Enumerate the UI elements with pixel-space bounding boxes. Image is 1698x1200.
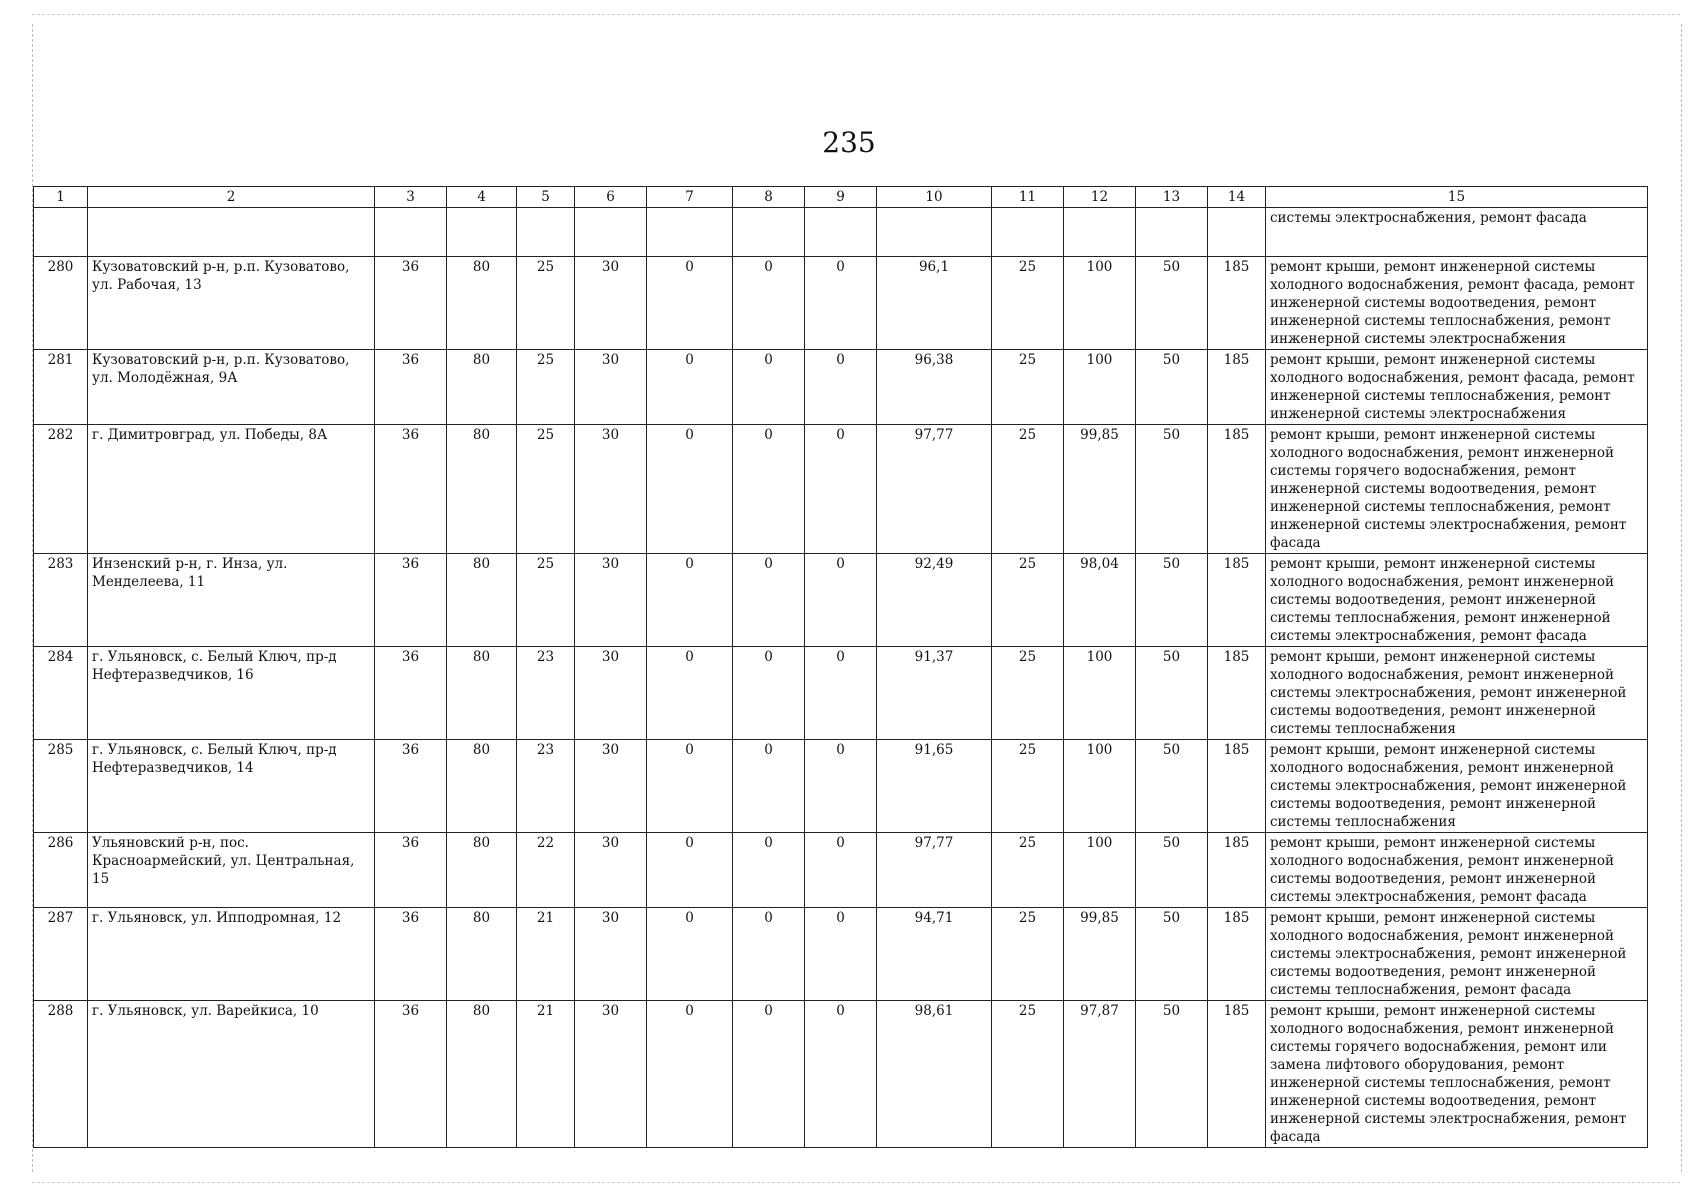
repair-works-cell: ремонт крыши, ремонт инженерной системы холодного водоснабжения, ремонт инженерной системы горячего водоснабжения, ремонт или замена лифтового оборудования, ремонт инженерной системы теплоснабжения, ремонт инженерной системы водоотведения, ремонт инженерной системы электроснабжения, ремонт фасада bbox=[1266, 1001, 1648, 1148]
value-cell-10: 94,71 bbox=[877, 908, 992, 1001]
repair-works-cell: ремонт крыши, ремонт инженерной системы холодного водоснабжения, ремонт фасада, ремонт инженерной системы водоотведения, ремонт инженерной системы теплоснабжения, ремонт инженерной системы электроснабжения bbox=[1266, 257, 1648, 350]
value-cell-10: 91,37 bbox=[877, 647, 992, 740]
column-number: 3 bbox=[375, 187, 447, 208]
column-number: 6 bbox=[575, 187, 647, 208]
repair-works-cell: ремонт крыши, ремонт инженерной системы холодного водоснабжения, ремонт инженерной системы водоотведения, ремонт инженерной системы теплоснабжения, ремонт инженерной системы электроснабжения, ремонт фасада bbox=[1266, 554, 1648, 647]
value-cell-6: 30 bbox=[575, 1001, 647, 1148]
value-cell-4: 80 bbox=[447, 425, 517, 554]
value-cell-5: 21 bbox=[517, 908, 575, 1001]
value-cell-12: 99,85 bbox=[1064, 425, 1136, 554]
value-cell-5: 25 bbox=[517, 554, 575, 647]
row-number: 282 bbox=[34, 425, 88, 554]
value-cell-6: 30 bbox=[575, 554, 647, 647]
value-cell-7: 0 bbox=[647, 350, 733, 425]
top-border bbox=[32, 14, 1680, 15]
value-cell-5: 25 bbox=[517, 257, 575, 350]
value-cell-7: 0 bbox=[647, 740, 733, 833]
value-cell-11: 25 bbox=[992, 647, 1064, 740]
table-body bbox=[34, 257, 1648, 1148]
row-number: 288 bbox=[34, 1001, 88, 1148]
value-cell-4: 80 bbox=[447, 908, 517, 1001]
value-cell-6: 30 bbox=[575, 257, 647, 350]
value-cell-13: 50 bbox=[1136, 740, 1208, 833]
value-cell-6: 30 bbox=[575, 647, 647, 740]
value-cell-8: 0 bbox=[733, 908, 805, 1001]
value-cell-11: 25 bbox=[992, 833, 1064, 908]
value-cell-12: 100 bbox=[1064, 833, 1136, 908]
value-cell-5: 23 bbox=[517, 740, 575, 833]
row-number: 284 bbox=[34, 647, 88, 740]
repair-works-cell: ремонт крыши, ремонт инженерной системы холодного водоснабжения, ремонт инженерной системы водоотведения, ремонт инженерной системы электроснабжения, ремонт фасада bbox=[1266, 833, 1648, 908]
repair-works-cell: системы электроснабжения, ремонт фасада bbox=[1266, 208, 1648, 257]
address-cell: г. Ульяновск, с. Белый Ключ, пр-д Нефтеразведчиков, 14 bbox=[88, 740, 375, 833]
value-cell-5: 22 bbox=[517, 833, 575, 908]
value-cell-9: 0 bbox=[805, 1001, 877, 1148]
value-cell-13: 50 bbox=[1136, 257, 1208, 350]
value-cell-9: 0 bbox=[805, 833, 877, 908]
address-cell: Ульяновский р-н, пос. Красноармейский, ул. Центральная, 15 bbox=[88, 833, 375, 908]
value-cell-6: 30 bbox=[575, 350, 647, 425]
bottom-border bbox=[32, 1182, 1680, 1183]
value-cell-11: 25 bbox=[992, 740, 1064, 833]
table-row bbox=[34, 908, 1648, 1001]
table-row bbox=[34, 554, 1648, 647]
value-cell-13: 50 bbox=[1136, 425, 1208, 554]
row-number: 283 bbox=[34, 554, 88, 647]
row-number: 281 bbox=[34, 350, 88, 425]
value-cell-12: 100 bbox=[1064, 740, 1136, 833]
value-cell-4: 80 bbox=[447, 350, 517, 425]
table-row bbox=[34, 1001, 1648, 1148]
value-cell-14: 185 bbox=[1208, 740, 1266, 833]
value-cell-3: 36 bbox=[375, 257, 447, 350]
address-cell: г. Ульяновск, ул. Ипподромная, 12 bbox=[88, 908, 375, 1001]
value-cell-4: 80 bbox=[447, 740, 517, 833]
repair-works-cell: ремонт крыши, ремонт инженерной системы холодного водоснабжения, ремонт инженерной системы горячего водоснабжения, ремонт инженерной системы водоотведения, ремонт инженерной системы теплоснабжения, ремонт инженерной системы электроснабжения, ремонт фасада bbox=[1266, 425, 1648, 554]
value-cell-6: 30 bbox=[575, 833, 647, 908]
repair-works-cell: ремонт крыши, ремонт инженерной системы холодного водоснабжения, ремонт инженерной системы электроснабжения, ремонт инженерной системы водоотведения, ремонт инженерной системы теплоснабжения bbox=[1266, 647, 1648, 740]
value-cell-8: 0 bbox=[733, 1001, 805, 1148]
value-cell-10: 97,77 bbox=[877, 425, 992, 554]
value-cell-5: 21 bbox=[517, 1001, 575, 1148]
value-cell-7: 0 bbox=[647, 647, 733, 740]
value-cell-9: 0 bbox=[805, 908, 877, 1001]
value-cell-8: 0 bbox=[733, 350, 805, 425]
row-number: 285 bbox=[34, 740, 88, 833]
value-cell-4: 80 bbox=[447, 257, 517, 350]
value-cell-3: 36 bbox=[375, 350, 447, 425]
value-cell-3: 36 bbox=[375, 833, 447, 908]
value-cell-7: 0 bbox=[647, 257, 733, 350]
repair-works-cell: ремонт крыши, ремонт инженерной системы холодного водоснабжения, ремонт инженерной системы электроснабжения, ремонт инженерной системы водоотведения, ремонт инженерной системы теплоснабжения, ремонт фасада bbox=[1266, 908, 1648, 1001]
value-cell-6: 30 bbox=[575, 425, 647, 554]
value-cell-5: 25 bbox=[517, 350, 575, 425]
row-number: 280 bbox=[34, 257, 88, 350]
column-number: 10 bbox=[877, 187, 992, 208]
value-cell-3: 36 bbox=[375, 1001, 447, 1148]
value-cell-12: 99,85 bbox=[1064, 908, 1136, 1001]
value-cell-9: 0 bbox=[805, 425, 877, 554]
value-cell-14: 185 bbox=[1208, 833, 1266, 908]
value-cell-12: 100 bbox=[1064, 350, 1136, 425]
page-number: 235 bbox=[822, 126, 876, 159]
value-cell-14: 185 bbox=[1208, 647, 1266, 740]
continuation-row bbox=[34, 208, 1648, 257]
value-cell-3: 36 bbox=[375, 740, 447, 833]
value-cell-14: 185 bbox=[1208, 908, 1266, 1001]
value-cell-5: 25 bbox=[517, 425, 575, 554]
table-row bbox=[34, 740, 1648, 833]
repair-works-cell: ремонт крыши, ремонт инженерной системы холодного водоснабжения, ремонт инженерной системы электроснабжения, ремонт инженерной системы водоотведения, ремонт инженерной системы теплоснабжения bbox=[1266, 740, 1648, 833]
value-cell-3: 36 bbox=[375, 647, 447, 740]
value-cell-4: 80 bbox=[447, 1001, 517, 1148]
value-cell-10: 91,65 bbox=[877, 740, 992, 833]
value-cell-13: 50 bbox=[1136, 647, 1208, 740]
value-cell-10: 96,38 bbox=[877, 350, 992, 425]
value-cell-10: 96,1 bbox=[877, 257, 992, 350]
column-number: 5 bbox=[517, 187, 575, 208]
address-cell: г. Ульяновск, ул. Варейкиса, 10 bbox=[88, 1001, 375, 1148]
value-cell-12: 100 bbox=[1064, 647, 1136, 740]
value-cell-3: 36 bbox=[375, 425, 447, 554]
value-cell-14: 185 bbox=[1208, 350, 1266, 425]
value-cell-10: 92,49 bbox=[877, 554, 992, 647]
value-cell-11: 25 bbox=[992, 554, 1064, 647]
address-cell: Кузоватовский р-н, р.п. Кузоватово, ул. Молодёжная, 9А bbox=[88, 350, 375, 425]
value-cell-11: 25 bbox=[992, 350, 1064, 425]
column-number: 1 bbox=[34, 187, 88, 208]
value-cell-14: 185 bbox=[1208, 257, 1266, 350]
address-cell: Инзенский р-н, г. Инза, ул. Менделеева, 11 bbox=[88, 554, 375, 647]
value-cell-8: 0 bbox=[733, 425, 805, 554]
row-number: 287 bbox=[34, 908, 88, 1001]
column-number: 7 bbox=[647, 187, 733, 208]
value-cell-4: 80 bbox=[447, 647, 517, 740]
value-cell-10: 97,77 bbox=[877, 833, 992, 908]
column-number: 15 bbox=[1266, 187, 1648, 208]
column-number: 8 bbox=[733, 187, 805, 208]
table-row bbox=[34, 257, 1648, 350]
column-number: 13 bbox=[1136, 187, 1208, 208]
value-cell-13: 50 bbox=[1136, 833, 1208, 908]
value-cell-14: 185 bbox=[1208, 554, 1266, 647]
value-cell-9: 0 bbox=[805, 647, 877, 740]
column-number: 2 bbox=[88, 187, 375, 208]
value-cell-8: 0 bbox=[733, 554, 805, 647]
value-cell-14: 185 bbox=[1208, 1001, 1266, 1148]
value-cell-3: 36 bbox=[375, 908, 447, 1001]
value-cell-7: 0 bbox=[647, 908, 733, 1001]
value-cell-4: 80 bbox=[447, 554, 517, 647]
value-cell-8: 0 bbox=[733, 257, 805, 350]
value-cell-9: 0 bbox=[805, 257, 877, 350]
address-cell: г. Димитровград, ул. Победы, 8А bbox=[88, 425, 375, 554]
value-cell-13: 50 bbox=[1136, 908, 1208, 1001]
data-table bbox=[33, 186, 1648, 1148]
value-cell-12: 98,04 bbox=[1064, 554, 1136, 647]
address-cell: Кузоватовский р-н, р.п. Кузоватово, ул. Рабочая, 13 bbox=[88, 257, 375, 350]
value-cell-11: 25 bbox=[992, 908, 1064, 1001]
table-row bbox=[34, 350, 1648, 425]
value-cell-13: 50 bbox=[1136, 350, 1208, 425]
value-cell-13: 50 bbox=[1136, 1001, 1208, 1148]
table-row bbox=[34, 425, 1648, 554]
value-cell-7: 0 bbox=[647, 554, 733, 647]
value-cell-9: 0 bbox=[805, 554, 877, 647]
value-cell-9: 0 bbox=[805, 740, 877, 833]
value-cell-5: 23 bbox=[517, 647, 575, 740]
value-cell-9: 0 bbox=[805, 350, 877, 425]
value-cell-8: 0 bbox=[733, 740, 805, 833]
value-cell-6: 30 bbox=[575, 908, 647, 1001]
value-cell-6: 30 bbox=[575, 740, 647, 833]
column-number-row bbox=[34, 187, 1648, 208]
column-number: 12 bbox=[1064, 187, 1136, 208]
repair-works-cell: ремонт крыши, ремонт инженерной системы холодного водоснабжения, ремонт фасада, ремонт инженерной системы теплоснабжения, ремонт инженерной системы электроснабжения bbox=[1266, 350, 1648, 425]
value-cell-11: 25 bbox=[992, 1001, 1064, 1148]
value-cell-7: 0 bbox=[647, 833, 733, 908]
value-cell-14: 185 bbox=[1208, 425, 1266, 554]
value-cell-7: 0 bbox=[647, 1001, 733, 1148]
value-cell-8: 0 bbox=[733, 647, 805, 740]
value-cell-7: 0 bbox=[647, 425, 733, 554]
table-row bbox=[34, 647, 1648, 740]
value-cell-8: 0 bbox=[733, 833, 805, 908]
table-row bbox=[34, 833, 1648, 908]
column-number: 9 bbox=[805, 187, 877, 208]
column-number: 4 bbox=[447, 187, 517, 208]
value-cell-4: 80 bbox=[447, 833, 517, 908]
column-number: 11 bbox=[992, 187, 1064, 208]
value-cell-12: 97,87 bbox=[1064, 1001, 1136, 1148]
address-cell: г. Ульяновск, с. Белый Ключ, пр-д Нефтеразведчиков, 16 bbox=[88, 647, 375, 740]
row-number: 286 bbox=[34, 833, 88, 908]
value-cell-10: 98,61 bbox=[877, 1001, 992, 1148]
value-cell-11: 25 bbox=[992, 425, 1064, 554]
value-cell-13: 50 bbox=[1136, 554, 1208, 647]
value-cell-11: 25 bbox=[992, 257, 1064, 350]
value-cell-12: 100 bbox=[1064, 257, 1136, 350]
value-cell-3: 36 bbox=[375, 554, 447, 647]
column-number: 14 bbox=[1208, 187, 1266, 208]
